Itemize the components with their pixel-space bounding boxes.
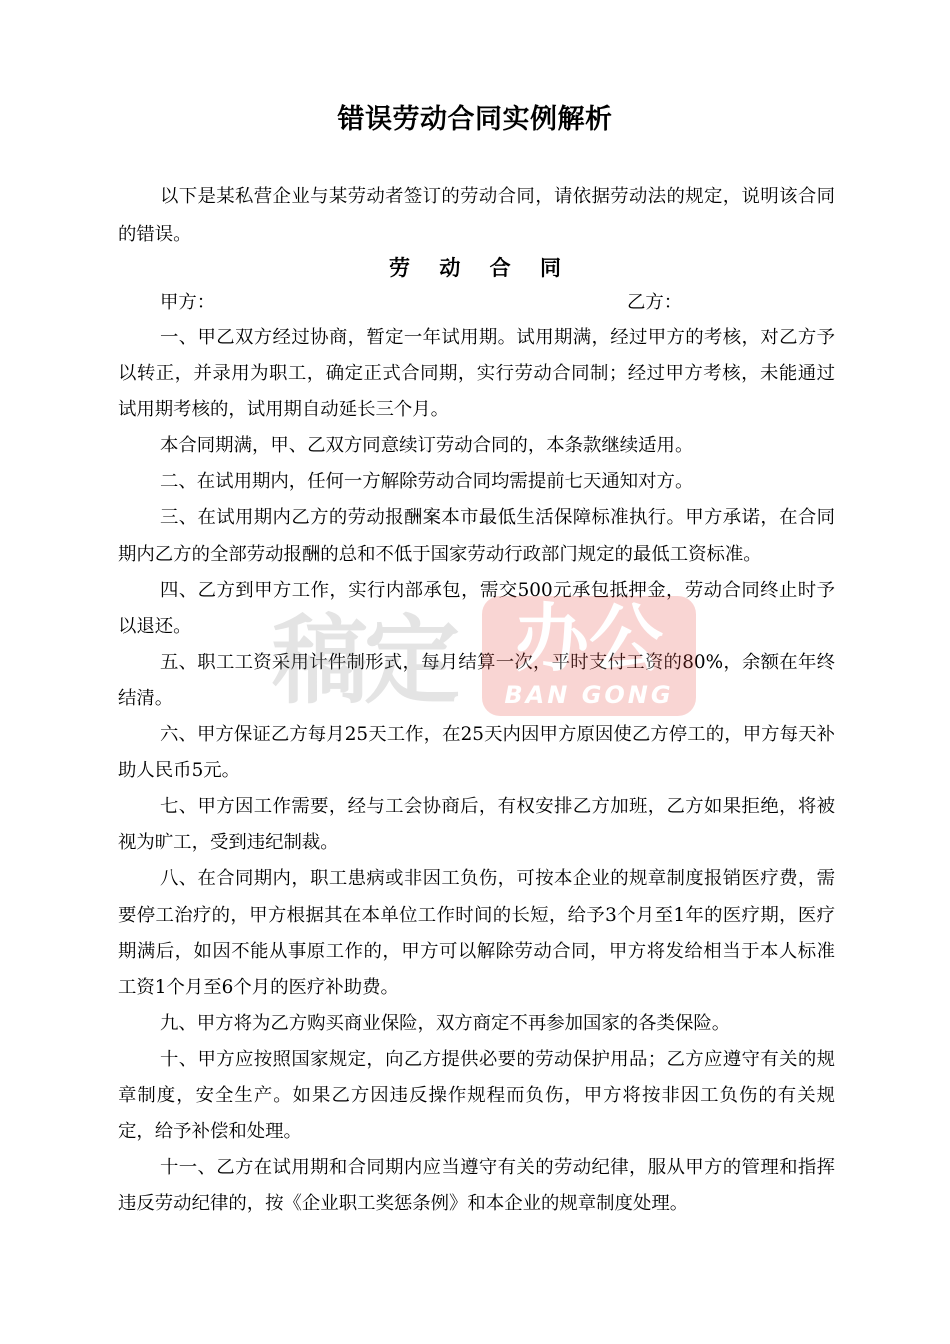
- contract-title: 劳 动 合 同: [389, 255, 561, 280]
- clause-1: 一、甲乙双方经过协商，暂定一年试用期。试用期满，经过甲方的考核，对乙方予以转正，并录用为职工，确定正式合同期，实行劳动合同制；经过甲方考核，未能通过试用期考核的，试用期自动延长三个月。: [118, 327, 835, 421]
- watermark-brand-red: 办公: [515, 596, 663, 682]
- clause-2: 二、在试用期内，任何一方解除劳动合同均需提前七天通知对方。: [160, 471, 694, 493]
- parties-row: [0, 285, 950, 321]
- intro-paragraph: 以下是某私营企业与某劳动者签订的劳动合同，请依据劳动法的规定，说明该合同的错误。: [118, 186, 835, 245]
- contract-clauses: [118, 320, 835, 1222]
- clause-8: 八、在合同期内，职工患病或非因工负伤，可按本企业的规章制度报销医疗费，需要停工治疗的，甲方根据其在本单位工作时间的长短，给予3个月至1年的医疗期，医疗期满后，如因不能从事原工作的，甲方可以解除劳动合同，甲方将发给相当于本人标准工资1个月至6个月的医疗补助费。: [118, 868, 835, 998]
- clause-10: 十、甲方应按照国家规定，向乙方提供必要的劳动保护用品；乙方应遵守有关的规章制度，安全生产。如果乙方因违反操作规程而负伤，甲方将按非因工负伤的有关规定，给予补偿和处理。: [118, 1048, 835, 1143]
- clause-11: 十一、乙方在试用期和合同期内应当遵守有关的劳动纪律，服从甲方的管理和指挥违反劳动纪律的，按《企业职工奖惩条例》和本企业的规章制度处理。: [118, 1157, 835, 1215]
- party-b-label: 乙方：: [627, 292, 683, 313]
- watermark-brand-sub: BAN GONG: [504, 681, 674, 709]
- clause-7: 七、甲方因工作需要，经与工会协商后，有权安排乙方加班，乙方如果拒绝，将被视为旷工，受到违纪制裁。: [118, 796, 835, 854]
- clause-9: 九、甲方将为乙方购买商业保险，双方商定不再参加国家的各类保险。: [160, 1012, 731, 1034]
- clause-1-renewal: 本合同期满，甲、乙双方同意续订劳动合同的，本条款继续适用。: [160, 435, 694, 457]
- watermark-brand-gray: 稿定: [272, 605, 456, 717]
- clause-3: 三、在试用期内乙方的劳动报酬案本市最低生活保障标准执行。甲方承诺，在合同期内乙方的全部劳动报酬的总和不低于国家劳动行政部门规定的最低工资标准。: [118, 507, 835, 565]
- clause-5: 五、职工工资采用计件制形式，每月结算一次，平时支付工资的80%，余额在年终结清。: [118, 651, 835, 709]
- clause-6: 六、甲方保证乙方每月25天工作，在25天内因甲方原因使乙方停工的，甲方每天补助人民币5元。: [118, 724, 835, 782]
- page-title: 错误劳动合同实例解析: [337, 104, 613, 135]
- party-a-label: 甲方：: [160, 292, 216, 313]
- clause-4: 四、乙方到甲方工作，实行内部承包，需交500元承包抵押金，劳动合同终止时予以退还。: [118, 579, 835, 637]
